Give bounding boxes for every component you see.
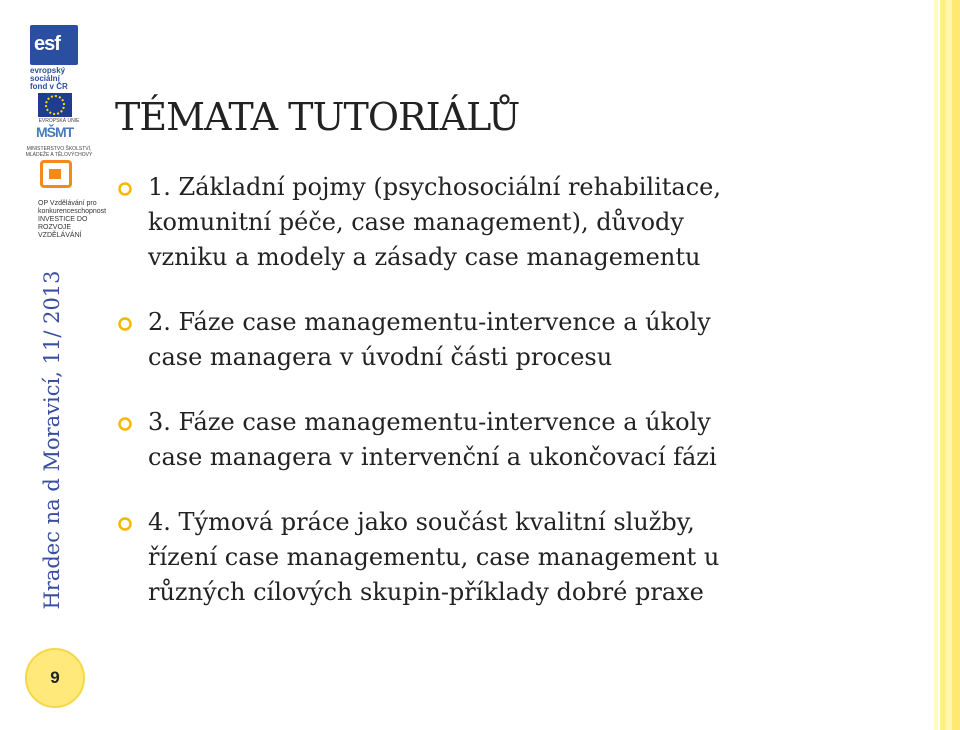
op-caption: OP Vzdělávání pro konkurenceschopnost INVESTICE DO ROZVOJE VZDĚLÁVÁNÍ <box>38 200 107 239</box>
list-item <box>118 170 918 275</box>
list-item-text: 1. Základní pojmy (psychosociální rehabilitace, komunitní péče, case management), důvody vzniku a modely a zásady case managementu <box>148 173 721 271</box>
esf-caption: evropský sociální fond v ČR <box>30 66 68 91</box>
bullet-icon <box>118 517 132 531</box>
decorative-edge-stripes <box>930 0 960 730</box>
topic-list <box>118 170 918 640</box>
list-item-text: 4. Týmová práce jako součást kvalitní služby, řízení case managementu, case management u různých cílových skupin-příklady dobré praxe <box>148 508 720 606</box>
list-item <box>118 505 918 610</box>
list-item <box>118 305 918 375</box>
esf-logo-text: esf <box>34 33 60 55</box>
eu-caption: EVROPSKÁ UNIE <box>38 118 80 124</box>
esf-logo-mark <box>30 25 78 65</box>
msmt-caption: MINISTERSTVO ŠKOLSTVÍ, MLÁDEŽE A TĚLOVÝCHOVY <box>25 146 93 158</box>
esf-logo <box>30 25 90 90</box>
list-item-text: 3. Fáze case managementu-intervence a úkoly case managera v intervenční a ukončovací fázi <box>148 408 717 471</box>
vertical-location-date-label: Hradec na d Moravicí, 11/ 2013 <box>40 270 64 610</box>
bullet-icon <box>118 182 132 196</box>
eu-flag-icon <box>38 93 72 117</box>
page-number-badge: 9 <box>25 648 85 708</box>
msmt-logo: MŠMT <box>36 124 74 140</box>
slide-title: TÉMATA TUTORIÁLŮ <box>115 95 520 139</box>
sidebar <box>0 0 107 730</box>
list-item <box>118 405 918 475</box>
op-logo-icon <box>40 160 72 188</box>
bullet-icon <box>118 317 132 331</box>
list-item-text: 2. Fáze case managementu-intervence a úkoly case managera v úvodní části procesu <box>148 308 711 371</box>
bullet-icon <box>118 417 132 431</box>
